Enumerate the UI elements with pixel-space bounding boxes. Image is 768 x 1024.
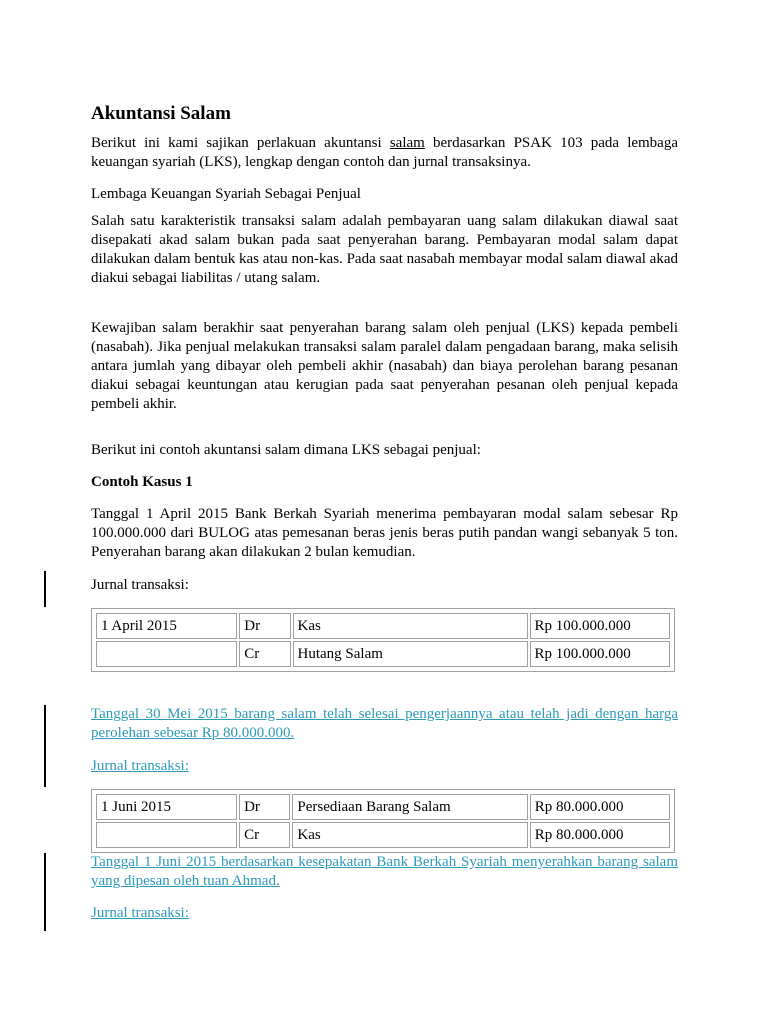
salam-link[interactable]: salam: [389, 135, 425, 151]
date-cell: [96, 822, 237, 848]
case-heading: Contoh Kasus 1: [91, 474, 193, 490]
date-cell: [96, 641, 237, 667]
journal-label-link-3[interactable]: Jurnal transaksi:: [91, 905, 189, 921]
event-link-3[interactable]: Tanggal 1 Juni 2015 berdasarkan kesepakatan Bank Berkah Syariah menyerahkan barang salam yang dipesan oleh tuan Ahmad.: [91, 854, 678, 889]
side-cell: Dr: [239, 794, 290, 820]
journal-label-1: Jurnal transaksi:: [91, 577, 189, 593]
side-cell: Dr: [239, 613, 290, 639]
paragraph-salam-characteristics: Salah satu karakteristik transaksi salam adalah pembayaran uang salam dilakukan diawal saat disepakati akad salam bukan pada saat penyerahan barang. Pembayaran modal salam dapat dilakukan dalam bentuk kas atau non-kas. Pada saat nasabah membayar modal salam diawal akad diakui sebagai liabilitas / utang salam.: [91, 213, 678, 286]
amount-cell: Rp 80.000.000: [530, 822, 670, 848]
amount-cell: Rp 100.000.000: [530, 641, 671, 667]
account-cell: Kas: [292, 822, 527, 848]
amount-cell: Rp 100.000.000: [530, 613, 671, 639]
table-row: [96, 613, 670, 639]
account-cell: Hutang Salam: [293, 641, 528, 667]
intro-paragraph: [91, 134, 678, 172]
case-description: Tanggal 1 April 2015 Bank Berkah Syariah menerima pembayaran modal salam sebesar Rp 100.000.000 dari BULOG atas pemesanan beras jenis beras putih pandan wangi sebanyak 5 ton. Penyerahan barang akan dilakukan 2 bulan kemudian.: [91, 506, 678, 560]
date-cell: 1 April 2015: [96, 613, 237, 639]
table-row: [96, 822, 670, 848]
intro-text-before: Berikut ini kami sajikan perlakuan akuntansi: [91, 135, 390, 151]
table-row: [96, 794, 670, 820]
paragraph-salam-obligation: Kewajiban salam berakhir saat penyerahan barang salam oleh penjual (LKS) kepada pembeli (nasabah). Jika penjual melakukan transaksi salam paralel dalam pengadaan barang, maka selisih antara jumlah yang dibayar oleh pembeli akhir (nasabah) dan biaya perolehan barang pesanan diakui sebagai keuntungan atau kerugian pada saat penyerahan pesanan oleh penjual kepada pembeli akhir.: [91, 320, 678, 412]
account-cell: Kas: [293, 613, 528, 639]
amount-cell: Rp 80.000.000: [530, 794, 670, 820]
paragraph-example-intro: Berikut ini contoh akuntansi salam dimana LKS sebagai penjual:: [91, 442, 481, 458]
event-link-2[interactable]: Tanggal 30 Mei 2015 barang salam telah selesai pengerjaannya atau telah jadi dengan harga perolehan sebesar Rp 80.000.000.: [91, 706, 678, 741]
section-heading: Lembaga Keuangan Syariah Sebagai Penjual: [91, 186, 361, 202]
revision-bar: [44, 571, 46, 607]
revision-bar: [44, 705, 46, 787]
document-title: Akuntansi Salam: [91, 103, 231, 124]
side-cell: Cr: [239, 822, 290, 848]
account-cell: Persediaan Barang Salam: [292, 794, 527, 820]
date-cell: 1 Juni 2015: [96, 794, 237, 820]
journal-label-link-2[interactable]: Jurnal transaksi:: [91, 758, 189, 774]
revision-bar: [44, 853, 46, 931]
intro-text-after: berdasarkan PSAK 103 pada lembaga keuangan syariah (LKS), lengkap dengan contoh dan jurnal transaksinya.: [91, 135, 678, 170]
journal-table-1: [91, 608, 675, 672]
journal-table-2: [91, 789, 675, 853]
table-row: [96, 641, 670, 667]
side-cell: Cr: [239, 641, 290, 667]
